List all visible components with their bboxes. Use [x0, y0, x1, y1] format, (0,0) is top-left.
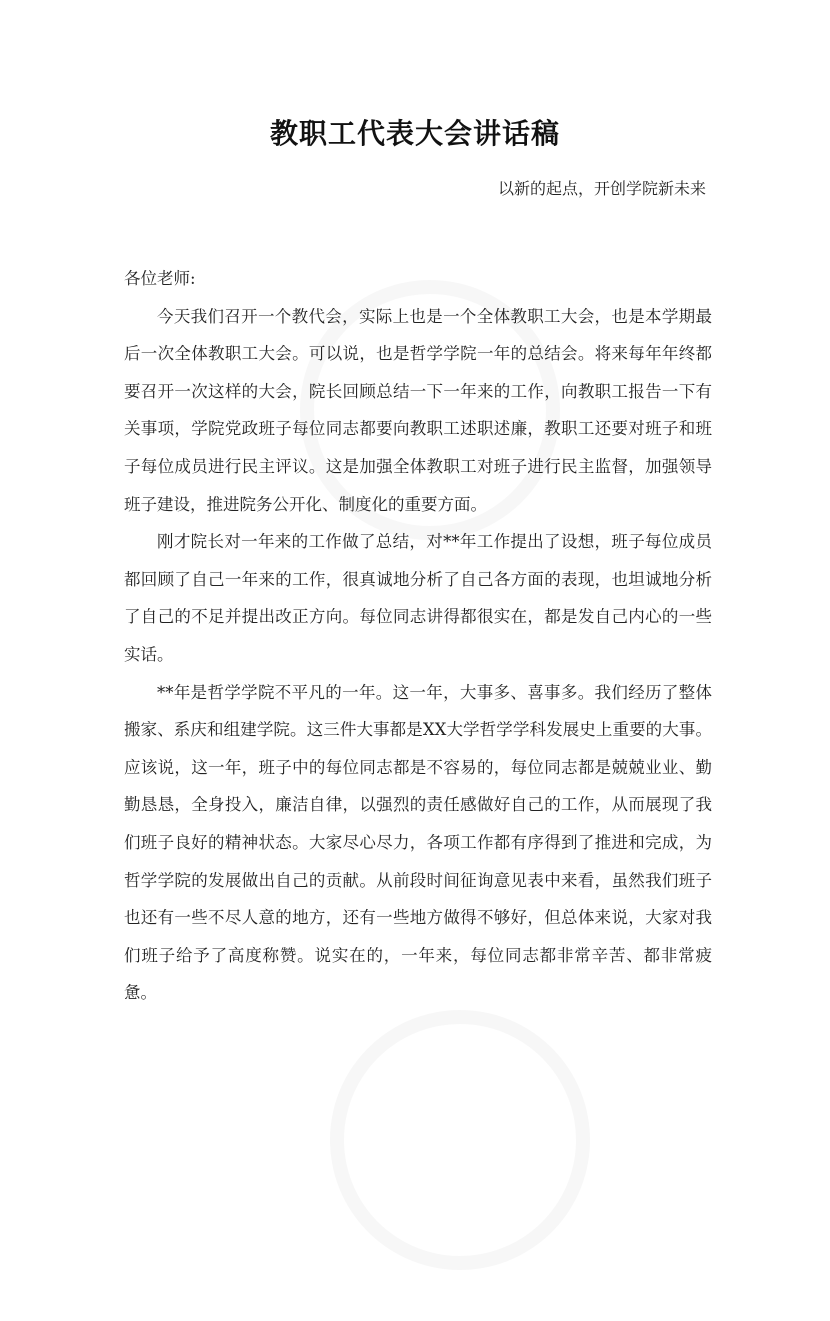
paragraph-2: 刚才院长对一年来的工作做了总结，对**年工作提出了设想，班子每位成员都回顾了自己一年来的工作，很真诚地分析了自己各方面的表现，也坦诚地分析了自己的不足并提出改正方向。每位同志讲得都很实在，都是发自己内心的一些实话。: [124, 532, 712, 664]
salutation: 各位老师:: [124, 269, 196, 288]
document-subtitle: 以新的起点，开创学院新未来: [497, 179, 706, 198]
document-title: 教职工代表大会讲话稿: [269, 117, 560, 150]
document-body: [124, 260, 712, 1012]
watermark-seal: [279, 959, 641, 1321]
paragraph-1: 今天我们召开一个教代会，实际上也是一个全体教职工大会，也是本学期最后一次全体教职工大会。可以说，也是哲学学院一年的总结会。将来每年年终都要召开一次这样的大会，院长回顾总结一下一年来的工作，向教职工报告一下有关事项，学院党政班子每位同志都要向教职工述职述廉，教职工还要对班子和班子每位成员进行民主评议。这是加强全体教职工对班子进行民主监督，加强领导班子建设，推进院务公开化、制度化的重要方面。: [124, 306, 712, 514]
paragraph-3: **年是哲学学院不平凡的一年。这一年，大事多、喜事多。我们经历了整体搬家、系庆和组建学院。这三件大事都是XX大学哲学学科发展史上重要的大事。应该说，这一年，班子中的每位同志都是不容易的，每位同志都是兢兢业业、勤勤恳恳，全身投入，廉洁自律，以强烈的责任感做好自己的工作，从而展现了我们班子良好的精神状态。大家尽心尽力，各项工作都有序得到了推进和完成，为哲学学院的发展做出自己的贡献。从前段时间征询意见表中来看，虽然我们班子也还有一些不尽人意的地方，还有一些地方做得不够好，但总体来说，大家对我们班子给予了高度称赞。说实在的，一年来，每位同志都非常辛苦、都非常疲惫。: [124, 682, 712, 1003]
